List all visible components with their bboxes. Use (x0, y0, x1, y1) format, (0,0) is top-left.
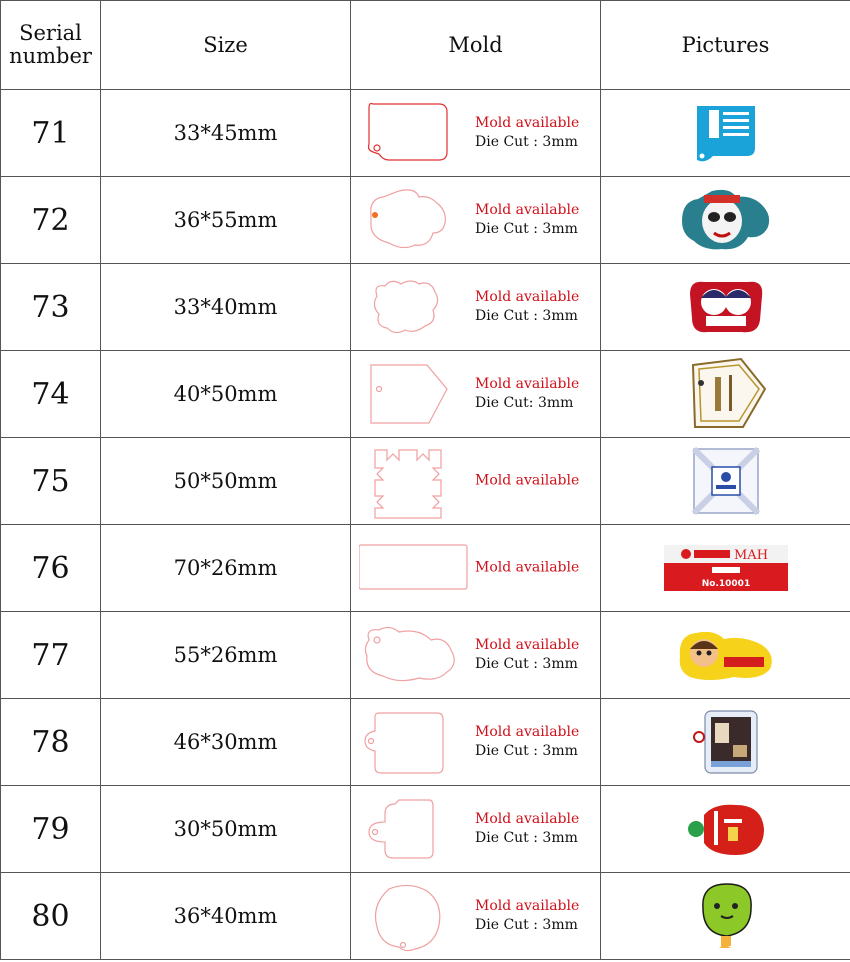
size-value: 33*45mm (101, 90, 351, 177)
serial-number: 72 (1, 177, 101, 264)
mold-outline-icon (359, 272, 459, 342)
table-row (1, 90, 850, 177)
serial-number: 76 (1, 525, 101, 612)
table-row (1, 699, 850, 786)
die-cut-label: Die Cut : 3mm (475, 656, 578, 672)
gold-frame-tag-icon (681, 355, 771, 433)
die-cut-label: Die Cut : 3mm (475, 221, 578, 237)
header-serial: Serial number (1, 1, 101, 90)
header-size: Size (101, 1, 351, 90)
mold-cell (351, 177, 601, 264)
serial-number: 77 (1, 612, 101, 699)
mold-outline-icon (359, 620, 463, 690)
die-cut-label: Die Cut : 3mm (475, 917, 578, 933)
mold-available-label: Mold available (475, 637, 580, 653)
mold-cell (351, 786, 601, 873)
mold-outline-icon (359, 185, 459, 255)
picture-cell (601, 264, 850, 351)
picture-cell (601, 438, 850, 525)
serial-number: 74 (1, 351, 101, 438)
mold-available-label: Mold available (475, 472, 580, 489)
serial-number: 80 (1, 873, 101, 960)
table-row (1, 525, 850, 612)
die-cut-label: Die Cut : 3mm (475, 308, 578, 324)
mold-available-label: Mold available (475, 811, 580, 827)
mold-cell (351, 873, 601, 960)
mold-cell (351, 90, 601, 177)
mold-cell (351, 351, 601, 438)
size-value: 36*55mm (101, 177, 351, 264)
mold-outline-icon (359, 446, 459, 522)
picture-cell (601, 525, 850, 612)
header-mold: Mold (351, 1, 601, 90)
serial-number: 79 (1, 786, 101, 873)
mold-cell (351, 612, 601, 699)
mold-available-label: Mold available (475, 376, 580, 392)
die-cut-label: Die Cut : 3mm (475, 743, 578, 759)
table-row (1, 786, 850, 873)
mold-available-label: Mold available (475, 898, 580, 914)
size-value: 40*50mm (101, 351, 351, 438)
badge-number: No.10001 (701, 579, 750, 589)
mold-cell (351, 525, 601, 612)
mold-cell (351, 264, 601, 351)
mold-outline-icon (359, 359, 459, 429)
size-value: 55*26mm (101, 612, 351, 699)
mold-available-label: Mold available (475, 115, 580, 131)
mold-outline-icon (359, 707, 459, 777)
serial-number: 71 (1, 90, 101, 177)
blue-pattern-tag-icon (690, 445, 762, 517)
die-cut-label: Die Cut : 3mm (475, 830, 578, 846)
mold-available-label: Mold available (475, 289, 580, 305)
mold-cell (351, 699, 601, 786)
die-cut-label: Die Cut : 3mm (475, 134, 578, 150)
serial-number: 75 (1, 438, 101, 525)
red-jar-tag-icon (684, 799, 768, 859)
size-value: 30*50mm (101, 786, 351, 873)
picture-cell (601, 699, 850, 786)
table-row (1, 351, 850, 438)
mold-available-label: Mold available (475, 202, 580, 218)
serial-number: 78 (1, 699, 101, 786)
mold-cell (351, 438, 601, 525)
picture-cell (601, 786, 850, 873)
green-character-tag-icon (691, 878, 761, 954)
mold-available-label: Mold available (475, 724, 580, 740)
badge-brand: MAH (733, 548, 768, 563)
name-badge-icon (664, 545, 788, 591)
mold-available-label: Mold available (475, 559, 580, 576)
size-value: 46*30mm (101, 699, 351, 786)
blue-tag-icon (691, 100, 761, 166)
table-row (1, 873, 850, 960)
die-cut-label: Die Cut: 3mm (475, 395, 574, 411)
picture-cell (601, 177, 850, 264)
picture-cell (601, 873, 850, 960)
picture-cell (601, 90, 850, 177)
size-value: 50*50mm (101, 438, 351, 525)
mold-outline-icon (359, 533, 471, 603)
mold-outline-icon (359, 881, 459, 957)
table-row (1, 264, 850, 351)
mold-outline-icon (359, 98, 459, 168)
table-row (1, 438, 850, 525)
cartoon-boy-tag-icon (674, 627, 778, 683)
product-pack-tag-icon (691, 707, 761, 777)
two-kids-tag-icon (684, 274, 768, 340)
mold-outline-icon (359, 794, 459, 864)
size-value: 33*40mm (101, 264, 351, 351)
picture-cell (601, 612, 850, 699)
header-pictures: Pictures (601, 1, 850, 90)
picture-cell (601, 351, 850, 438)
table-row (1, 612, 850, 699)
table-row (1, 177, 850, 264)
serial-number: 73 (1, 264, 101, 351)
size-value: 36*40mm (101, 873, 351, 960)
header-row (1, 1, 850, 90)
opera-mask-tag-icon (676, 187, 776, 253)
size-value: 70*26mm (101, 525, 351, 612)
